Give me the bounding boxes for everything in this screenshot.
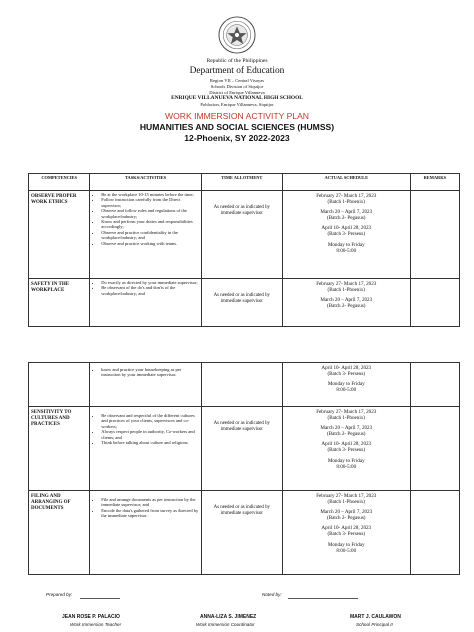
schedule-line: (Batch 3- Perseus)	[327, 447, 366, 454]
schedule-line: (Batch 2- Pegasus)	[327, 215, 366, 222]
task-item: • Observe and follow rules and regulations of the workplace/industry;	[101, 208, 199, 219]
time-allotment-cell	[201, 363, 282, 407]
schedule-line: (Batch 3- Perseus)	[327, 531, 366, 538]
schedule-line: March 20 – April 7, 2023	[320, 209, 373, 216]
table-row	[29, 407, 460, 491]
prepared-signature-line	[80, 598, 120, 599]
header-region: Region VII – Central Visayas	[209, 78, 265, 83]
schedule-line: Monday to Friday	[327, 381, 365, 388]
remarks-cell	[410, 279, 459, 327]
plan-title: WORK IMMERSION ACTIVITY PLAN	[164, 111, 310, 121]
header-school: ENRIQUE VILLANUEVA NATIONAL HIGH SCHOOL	[171, 95, 303, 101]
signatory-role: Work Immersion Teacher	[70, 622, 122, 627]
competency-cell	[29, 363, 90, 407]
schedule-line: April 10- April 28, 2023	[321, 365, 372, 371]
schedule-line: 8:00-5:00	[336, 247, 357, 254]
schedule-line: March 20 – April 7, 2023	[320, 425, 373, 432]
task-item: • Observe and practice working with teams.	[101, 241, 199, 246]
header-tasks: TASKS/ACTIVITIES	[90, 174, 202, 191]
schedule-line: (Batch 2- Pegasus)	[327, 431, 366, 438]
section-title: 12-Phoenix, SY 2022-2023	[184, 133, 290, 143]
schedule-line: 8:00-5:00	[336, 387, 357, 394]
header-republic: Republic of the Philippines	[206, 58, 268, 64]
task-item: • Follow instruction carefully from the Direct supervisor;	[101, 197, 199, 208]
schedule-line: Monday to Friday	[327, 457, 365, 464]
table-row	[29, 279, 460, 327]
schedule-cell	[282, 407, 410, 491]
header-address: Poblacion, Enrique Villanueva, Siquijor	[200, 102, 274, 107]
strand-title: HUMANITIES AND SOCIAL SCIENCES (HUMSS)	[139, 122, 335, 132]
schedule-line: (Batch 1-Phoenix)	[327, 415, 365, 422]
time-allotment-cell: As needed or as indicated by immediate supervisor	[201, 407, 282, 491]
remarks-cell	[410, 407, 459, 491]
schedule-line: March 20 – April 7, 2023	[320, 297, 373, 304]
schedule-line: March 20 – April 7, 2023	[320, 509, 373, 516]
time-allotment-cell: As needed or as indicated by immediate supervisor	[201, 279, 282, 327]
remarks-cell	[410, 491, 459, 575]
competency-cell: FILING AND ARRANGING OF DOCUMENTS	[29, 491, 90, 575]
task-item: • Be observant and respectful of the different cultures and practices of your clients, supervisors and co-workers;	[101, 413, 199, 429]
schedule-line: February 27- March 17, 2023	[316, 193, 377, 199]
schedule-line: (Batch 1-Phoenix)	[327, 287, 365, 294]
task-item: • Observe and practice confidentiality in the workplace/industry; and	[101, 230, 199, 241]
schedule-line: April 10- April 28, 2023	[321, 441, 372, 448]
schedule-line: (Batch 1-Phoenix)	[327, 199, 365, 206]
schedule-line: April 10- April 28, 2023	[321, 525, 372, 532]
schedule-line: 8:00-5:00	[336, 547, 357, 554]
task-item: • Encode the data's gathered from survey as directed by the immediate supervisor.	[101, 508, 199, 519]
activity-plan-table-top	[28, 173, 460, 327]
schedule-cell	[282, 191, 410, 279]
remarks-cell	[410, 191, 459, 279]
competency-cell: SAFETY IN THE WORKPLACE	[29, 279, 90, 327]
schedule-cell	[282, 491, 410, 575]
task-item: • Be at the workplace 10-15 minutes before the time;	[101, 192, 199, 197]
header-remarks: REMARKS	[410, 174, 459, 191]
header-actual-schedule: ACTUAL SCHEDULE	[282, 174, 410, 191]
competency-cell: OBSERVE PROPER WORK ETHICS	[29, 191, 90, 279]
tasks-cell	[90, 279, 202, 327]
table-row	[29, 491, 460, 575]
signatory-role: School Principal II	[356, 622, 393, 627]
remarks-cell	[410, 363, 459, 407]
schedule-line: February 27- March 17, 2023	[316, 409, 377, 415]
schedule-line: April 10- April 28, 2023	[321, 225, 372, 232]
tasks-cell	[90, 491, 202, 575]
schedule-line: (Batch 1-Phoenix)	[327, 499, 365, 506]
schedule-cell	[282, 279, 410, 327]
header-time-allotment: TIME ALLOTMENT	[201, 174, 282, 191]
time-allotment-cell: As needed or as indicated by immediate supervisor	[201, 191, 282, 279]
noted-by-label: Noted by:	[262, 592, 282, 597]
schedule-line: February 27- March 17, 2023	[316, 281, 377, 287]
signatory-name: MART J. CAULAWON	[350, 614, 401, 620]
time-allotment-cell: As needed or as indicated by immediate supervisor	[201, 491, 282, 575]
table-header-row	[29, 174, 460, 191]
task-item: • know and practice your housekeeping as per instruction by your immediate supervisor.	[101, 367, 199, 378]
signatory-name: ANNA-LIZA S. JIMENEZ	[200, 614, 257, 620]
schedule-line: 8:00-5:00	[336, 463, 357, 470]
table-row	[29, 191, 460, 279]
schedule-line: Monday to Friday	[327, 541, 365, 548]
schedule-line: February 27- March 17, 2023	[316, 493, 377, 499]
tasks-cell	[90, 363, 202, 407]
prepared-by-label: Prepared by:	[46, 592, 73, 597]
deped-seal-icon	[218, 16, 256, 54]
noted-signature-line	[288, 598, 358, 599]
header-district: District of Enrique Villanueva	[209, 90, 265, 95]
competency-cell: SENSITIVITY TO CULTURES AND PRACTICES	[29, 407, 90, 491]
task-item: • File and arrange documents as per instruction by the immediate supervisor; and	[101, 497, 199, 508]
signatory-role: Work Immersion Coordinator	[196, 622, 255, 627]
tasks-cell	[90, 191, 202, 279]
activity-plan-table-bottom	[28, 362, 460, 575]
signatory-name: JEAN ROSE P. PALACIO	[62, 614, 120, 620]
task-item: • Always respect people in authority, Co-workers and clients; and	[101, 429, 199, 440]
table-row	[29, 363, 460, 407]
task-item: • Think before talking about culture and religions.	[101, 440, 199, 445]
header-department: Department of Education	[189, 66, 285, 76]
schedule-line: (Batch 2- Pegasus)	[327, 303, 366, 310]
task-item: • Do exactly as directed by your immediate supervisor;	[101, 280, 199, 285]
schedule-line: (Batch 2- Pegasus)	[327, 515, 366, 522]
schedule-cell	[282, 363, 410, 407]
tasks-cell	[90, 407, 202, 491]
schedule-line: Monday to Friday	[327, 241, 365, 248]
task-item: • Be observant of the do's and don'ts of the workplace/industry; and	[101, 285, 199, 296]
header-competencies: COMPETENCIES	[29, 174, 90, 191]
task-item: • Know and perform your duties and responsibilities accordingly;	[101, 219, 199, 230]
header-division: Schools Division of Siquijor	[210, 84, 264, 89]
schedule-line: (Batch 3- Perseus)	[327, 371, 366, 378]
schedule-line: (Batch 3- Perseus)	[327, 231, 366, 238]
